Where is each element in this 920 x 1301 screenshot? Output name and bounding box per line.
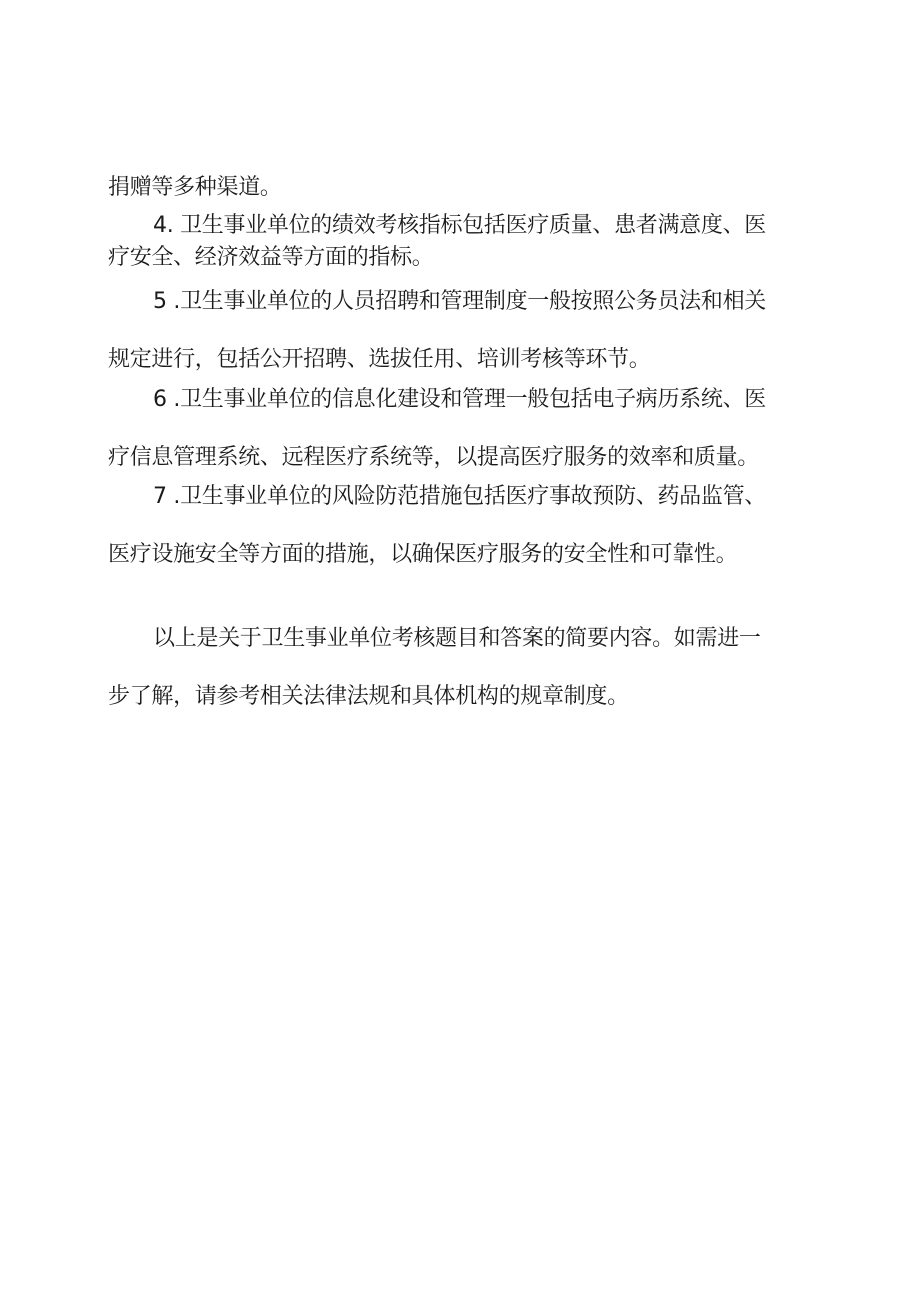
paragraph-item-4 — [108, 210, 808, 274]
paragraph-line: 规定进行，包括公开招聘、选拔任用、培训考核等环节。 — [108, 347, 651, 372]
paragraph-line: 6 .卫生事业单位的信息化建设和管理一般包括电子病历系统、医 — [153, 387, 766, 412]
paragraph-line: 捐赠等多种渠道。 — [108, 175, 282, 200]
paragraph-line: 4. 卫生事业单位的绩效考核指标包括医疗质量、患者满意度、医 — [153, 213, 766, 238]
paragraph-line: 疗安全、经济效益等方面的指标。 — [108, 245, 434, 270]
paragraph-item-7 — [108, 481, 808, 571]
paragraph-conclusion — [108, 623, 808, 713]
paragraph-line: 疗信息管理系统、远程医疗系统等，以提高医疗服务的效率和质量。 — [108, 445, 760, 470]
paragraph-line: 以上是关于卫生事业单位考核题目和答案的简要内容。如需进一 — [153, 626, 761, 651]
paragraph-line: 医疗设施安全等方面的措施，以确保医疗服务的安全性和可靠性。 — [108, 542, 738, 567]
paragraph-item-5 — [108, 286, 808, 376]
paragraph-continuation — [108, 172, 808, 204]
paragraph-line: 7 .卫生事业单位的风险防范措施包括医疗事故预防、药品监管、 — [153, 484, 766, 509]
paragraph-item-6 — [108, 384, 808, 474]
paragraph-line: 步了解，请参考相关法律法规和具体机构的规章制度。 — [108, 684, 629, 709]
paragraph-line: 5 .卫生事业单位的人员招聘和管理制度一般按照公务员法和相关 — [153, 289, 766, 314]
